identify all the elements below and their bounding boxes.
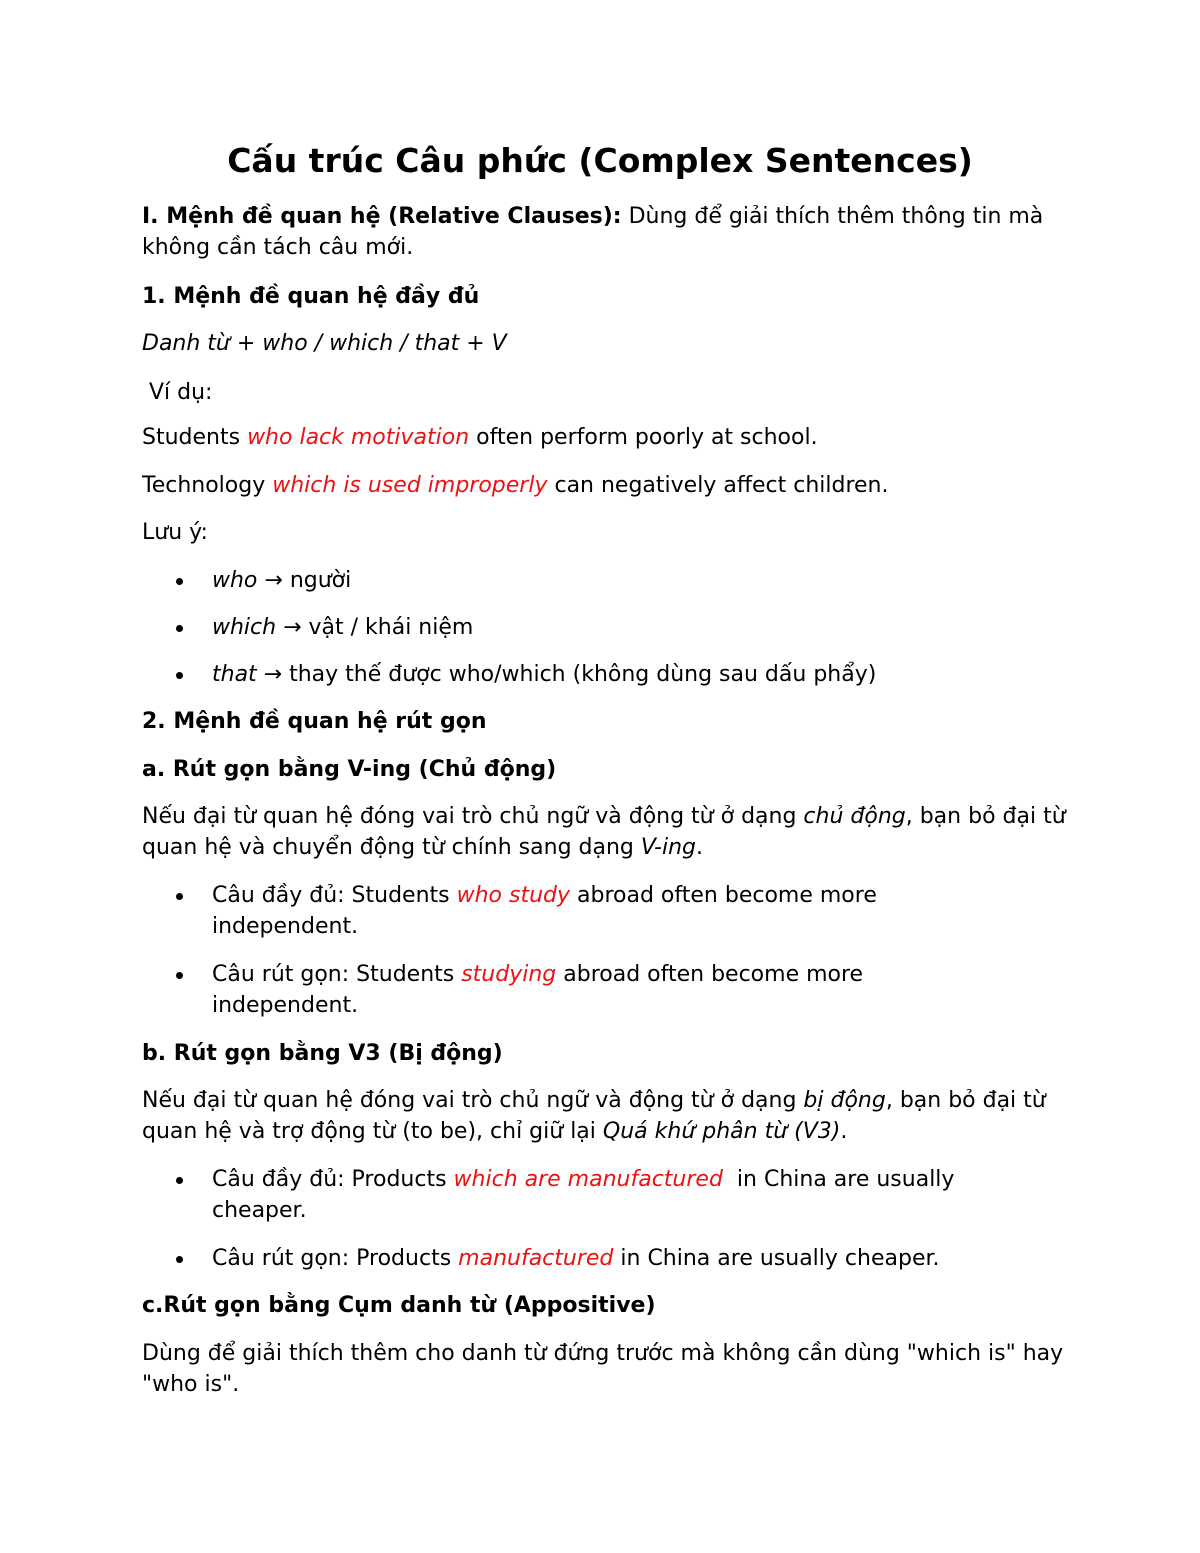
bullet-icon — [176, 893, 183, 900]
section-1-description: Dùng để giải thích thêm thông tin mà không cần tách câu mới. — [142, 204, 1044, 260]
example-label: Ví dụ: — [142, 380, 213, 405]
text-span: Câu đầy đủ: Students — [212, 883, 457, 908]
text-span-italic: bị động — [803, 1088, 886, 1113]
text-span: , bạn bỏ đại từ quan hệ và chuyển động từ chính sang dạng — [142, 804, 1066, 860]
subsection-2c-heading: c.Rút gọn bằng Cụm danh từ (Appositive) — [142, 1293, 656, 1318]
highlight-text: manufactured — [458, 1246, 614, 1271]
note-label: Lưu ý: — [142, 520, 208, 545]
subsection-2c-description: Dùng để giải thích thêm cho danh từ đứng trước mà không cần dùng "which is" hay "who is". — [142, 1341, 1064, 1397]
example-2-post: can negatively affect children. — [547, 473, 889, 498]
text-span: in China are usually cheaper. — [613, 1246, 940, 1271]
example-2 — [142, 470, 1072, 501]
subsection-1-heading: 1. Mệnh đề quan hệ đầy đủ — [142, 284, 480, 309]
formula: Danh từ + who / which / that + V — [142, 331, 507, 356]
text-span: Câu rút gọn: Products — [212, 1246, 459, 1271]
section-1-intro — [142, 201, 1072, 263]
bullet-icon — [176, 972, 183, 979]
text-span: abroad often become more independent. — [212, 883, 877, 939]
text-span: Nếu đại từ quan hệ đóng vai trò chủ ngữ và động từ ở dạng — [142, 804, 804, 829]
text-span: . — [696, 835, 703, 860]
text-span: abroad often become more independent. — [212, 962, 864, 1018]
subsection-2b-description — [142, 1085, 1072, 1147]
text-span-italic: V-ing — [640, 835, 696, 860]
subsection-2a-description — [142, 801, 1072, 863]
text-span: . — [840, 1119, 848, 1144]
note-meaning: → người — [257, 568, 352, 593]
section-1-heading: I. Mệnh đề quan hệ (Relative Clauses): — [142, 204, 622, 229]
example-2-pre: Technology — [142, 473, 273, 498]
text-span: Câu đầy đủ: Products — [212, 1167, 454, 1192]
note-meaning: → thay thế được who/which (không dùng sau dấu phẩy) — [256, 662, 877, 687]
example-1 — [142, 422, 1072, 453]
subsection-2a-heading: a. Rút gọn bằng V-ing (Chủ động) — [142, 757, 557, 782]
subsection-2b-heading: b. Rút gọn bằng V3 (Bị động) — [142, 1041, 503, 1066]
text-span-italic: Quá khứ phân từ (V3) — [602, 1119, 841, 1144]
note-word: who — [212, 568, 258, 593]
bullet-icon — [176, 672, 183, 679]
text-span: , bạn bỏ đại từ quan hệ và trợ động từ (to be), chỉ giữ lại — [142, 1088, 1046, 1144]
text-span: Câu rút gọn: Students — [212, 962, 462, 987]
highlight-text: studying — [461, 962, 557, 987]
note-word: that — [212, 662, 257, 687]
note-meaning: → vật / khái niệm — [276, 615, 474, 640]
bullet-icon — [176, 625, 183, 632]
text-span: in China are usually cheaper. — [212, 1167, 962, 1223]
bullet-icon — [176, 578, 183, 585]
bullet-icon — [176, 1177, 183, 1184]
example-2-highlight: which is used improperly — [272, 473, 548, 498]
highlight-text: who study — [456, 883, 571, 908]
text-span: Nếu đại từ quan hệ đóng vai trò chủ ngữ và động từ ở dạng — [142, 1088, 804, 1113]
text-span-italic: chủ động — [803, 804, 906, 829]
page-title: Cấu trúc Câu phức (Complex Sentences) — [227, 141, 973, 180]
example-1-highlight: who lack motivation — [247, 425, 470, 450]
example-1-pre: Students — [142, 425, 248, 450]
highlight-text: which are manufactured — [453, 1167, 723, 1192]
example-1-post: often perform poorly at school. — [469, 425, 818, 450]
note-word: which — [212, 615, 277, 640]
subsection-2-heading: 2. Mệnh đề quan hệ rút gọn — [142, 709, 487, 734]
bullet-icon — [176, 1256, 183, 1263]
